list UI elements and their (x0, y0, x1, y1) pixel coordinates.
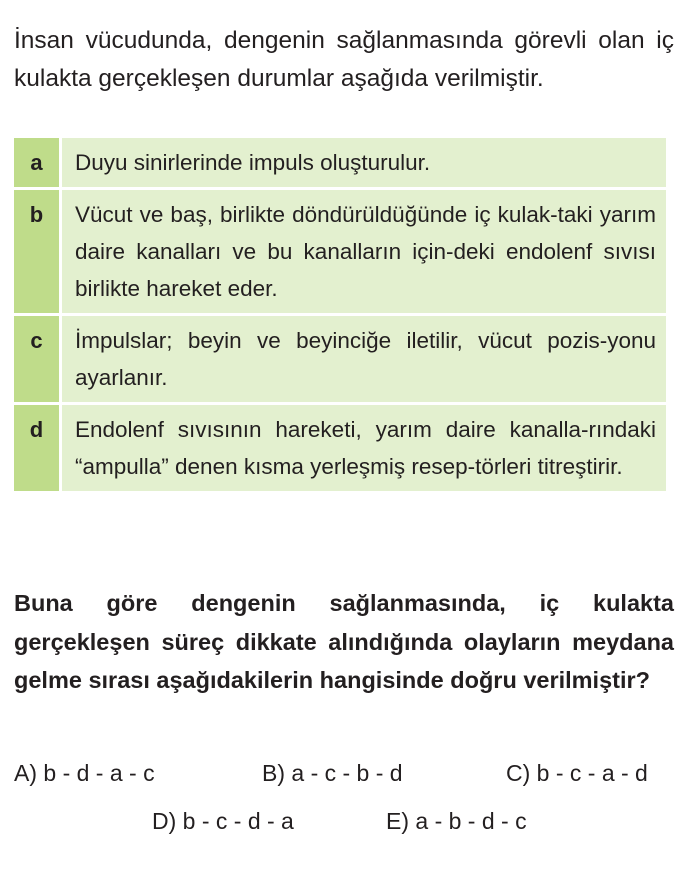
intro-paragraph: İnsan vücudunda, dengenin sağlanmasında görevli olan iç kulakta gerçekleşen durumlar aşağıda verilmiştir. (14, 27, 674, 92)
option-d[interactable]: D) b - c - d - a (152, 808, 294, 834)
option-a[interactable]: A) b - d - a - c (14, 760, 155, 786)
row-label-c: c (14, 316, 62, 402)
row-text-c: İmpulslar; beyin ve beyinciğe iletilir, vücut pozis-yonu ayarlanır. (62, 316, 666, 402)
row-text-d: Endolenf sıvısının hareketi, yarım daire kanalla-rındaki “ampulla” denen kısma yerleşmiş resep-törleri titreştirir. (62, 405, 666, 491)
question-text: Buna göre dengenin sağlanmasında, iç kulakta gerçekleşen süreç dikkate alındığında olayların meydana gelme sırası aşağıdakilerin hangisinde doğru verilmiştir? (14, 590, 674, 693)
option-b[interactable]: B) a - c - b - d (262, 760, 403, 786)
row-label-a: a (14, 138, 62, 187)
table-row-a (14, 138, 666, 190)
row-label-d: d (14, 405, 62, 491)
row-label-b: b (14, 190, 62, 313)
option-e[interactable]: E) a - b - d - c (386, 808, 527, 834)
row-text-b: Vücut ve baş, birlikte döndürüldüğünde iç kulak-taki yarım daire kanalları ve bu kanalların için-deki endolenf sıvısı birlikte hareket eder. (62, 190, 666, 313)
option-c[interactable]: C) b - c - a - d (506, 760, 648, 786)
table-row-c (14, 316, 666, 405)
row-text-a: Duyu sinirlerinde impuls oluşturulur. (62, 138, 666, 187)
table-row-b (14, 190, 666, 316)
events-table (14, 138, 666, 491)
table-row-d (14, 405, 666, 491)
